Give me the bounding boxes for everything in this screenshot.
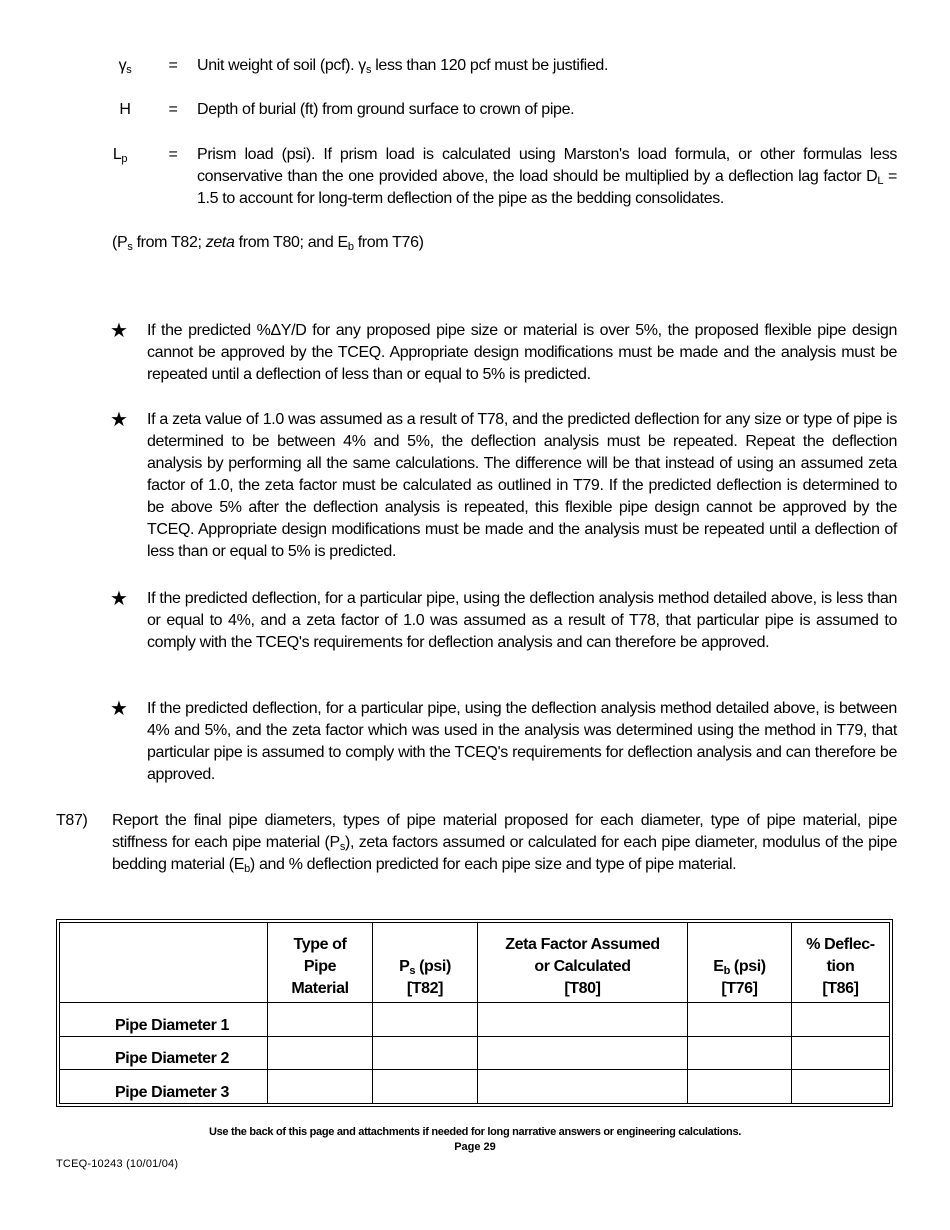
cell-eb-3[interactable] xyxy=(688,1070,792,1104)
cell-deflection-3[interactable] xyxy=(792,1070,890,1104)
cell-eb-2[interactable] xyxy=(688,1036,792,1070)
header-blank xyxy=(60,923,268,1003)
equals-sign: = xyxy=(168,101,178,118)
cell-ps-1[interactable] xyxy=(373,1003,478,1037)
footer-note: Use the back of this page and attachments if needed for long narrative answers or engineering calculations. xyxy=(208,1126,742,1138)
cell-ps-3[interactable] xyxy=(373,1070,478,1104)
equals-sign: = xyxy=(168,146,178,163)
cell-deflection-1[interactable] xyxy=(792,1003,890,1037)
definition-gamma-s: Unit weight of soil (pcf). $\gamma_s$ less than 120 pcf must be justified. xyxy=(197,57,609,76)
symbol-gamma-s: $\gamma_s$ xyxy=(118,57,132,76)
symbol-lp: $L_p$ xyxy=(112,146,128,165)
header-eb: $E_b$ (psi) [T76] xyxy=(688,923,792,1003)
bullet-zeta-assumed-4-5: If a zeta value of 1.0 was assumed as a result of T78, and the predicted deflection for any size or type of pipe is determined to be between 4% and 5%, the deflection analysis must be repeated. Repeat the deflection analysis by performing all the same calculations. The difference will be that instead of using an assumed zeta factor of 1.0, the zeta factor must be calculated as outlined in T79. If the predicted deflection is determined to be above 5% after the deflection analysis is repeated, this flexible pipe design cannot be approved by the TCEQ. Appropriate design modifications must be made and the analysis must be repeated until a deflection of less than or equal to 5% is predicted. xyxy=(147,411,897,560)
star-icon: ★ xyxy=(110,320,128,342)
source-note: ($P_s$ from T82; zeta from T80; and $E_b$ from T76) xyxy=(112,234,424,253)
t87-text: Report the final pipe diameters, types of pipe material proposed for each diameter, type of pipe material, pipe stiffness for each pipe material $(P_s)$, zeta factors assumed or calculated for each pipe diameter, modulus of the pipe bedding material $(E_b)$ and % deflection predicted for each pipe size and type of pipe material. xyxy=(112,812,897,875)
page-number: Page 29 xyxy=(454,1141,496,1153)
cell-type-3[interactable] xyxy=(268,1070,373,1104)
cell-type-1[interactable] xyxy=(268,1003,373,1037)
bullet-under-4-percent: If the predicted deflection, for a particular pipe, using the deflection analysis method detailed above, is less than or equal to 4%, and a zeta factor of 1.0 was assumed as a result of T78, that particular pipe is assumed to comply with the TCEQ's requirements for deflection analysis and can therefore be approved. xyxy=(147,590,897,651)
equals-sign: = xyxy=(168,57,178,74)
form-id: TCEQ-10243 (10/01/04) xyxy=(56,1158,179,1170)
table-row xyxy=(60,1070,890,1104)
definition-h: Depth of burial (ft) from ground surface to crown of pipe. xyxy=(197,101,575,118)
table-row xyxy=(60,1003,890,1037)
cell-type-2[interactable] xyxy=(268,1036,373,1070)
header-zeta-factor: Zeta Factor Assumed or Calculated [T80] xyxy=(478,923,688,1003)
cell-eb-1[interactable] xyxy=(688,1003,792,1037)
header-type-of-pipe-material: Type of Pipe Material xyxy=(268,923,373,1003)
cell-zeta-3[interactable] xyxy=(478,1070,688,1104)
header-percent-deflection: % Deflec- tion [T86] xyxy=(792,923,890,1003)
star-icon: ★ xyxy=(110,588,128,610)
row-label-pipe-diameter-1: Pipe Diameter 1 xyxy=(60,1003,268,1037)
cell-ps-2[interactable] xyxy=(373,1036,478,1070)
cell-deflection-2[interactable] xyxy=(792,1036,890,1070)
cell-zeta-1[interactable] xyxy=(478,1003,688,1037)
pipe-summary-table xyxy=(56,919,893,1107)
t87-label: T87) xyxy=(56,812,88,829)
bullet-over-5-percent: If the predicted %ΔY/D for any proposed pipe size or material is over 5%, the proposed flexible pipe design cannot be approved by the TCEQ. Appropriate design modifications must be made and the analysis must be repeated until a deflection of less than or equal to 5% is predicted. xyxy=(147,322,897,383)
row-label-pipe-diameter-3: Pipe Diameter 3 xyxy=(60,1070,268,1104)
row-label-pipe-diameter-2: Pipe Diameter 2 xyxy=(60,1036,268,1070)
star-icon: ★ xyxy=(110,698,128,720)
cell-zeta-2[interactable] xyxy=(478,1036,688,1070)
star-icon: ★ xyxy=(110,409,128,431)
definition-lp: Prism load (psi). If prism load is calculated using Marston's load formula, or other formulas less conservative than the one provided above, the load should be multiplied by a deflection lag factor $D_L = 1.5$ to account for long-term deflection of the pipe as the bedding consolidates. xyxy=(197,146,897,207)
table-row xyxy=(60,1036,890,1070)
symbol-h: H xyxy=(119,101,131,118)
header-ps: $P_s$ (psi) [T82] xyxy=(373,923,478,1003)
bullet-zeta-calculated-4-5: If the predicted deflection, for a particular pipe, using the deflection analysis method detailed above, is between 4% and 5%, and the zeta factor which was used in the analysis was determined using the method in T79, that particular pipe is assumed to comply with the TCEQ's requirements for deflection analysis and can therefore be approved. xyxy=(147,700,897,783)
